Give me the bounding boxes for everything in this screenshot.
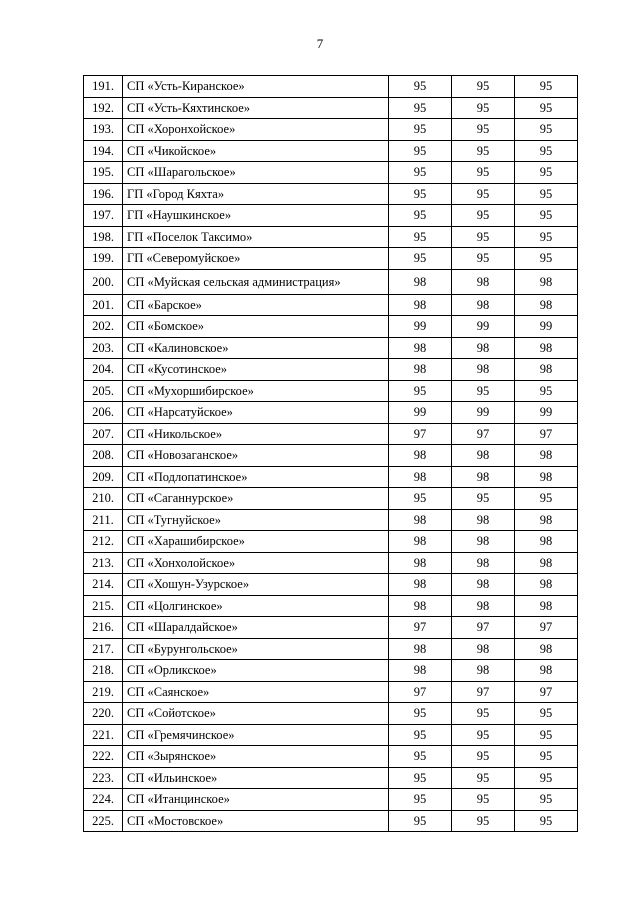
value-cell-3: 95 [515, 76, 578, 98]
value-cell-2: 95 [452, 380, 515, 402]
settlement-name: СП «Саянское» [123, 681, 389, 703]
value-cell-2: 99 [452, 316, 515, 338]
settlement-name: СП «Подлопатинское» [123, 466, 389, 488]
value-cell-1: 98 [389, 595, 452, 617]
row-number: 209. [84, 466, 123, 488]
row-number: 218. [84, 660, 123, 682]
value-cell-1: 95 [389, 205, 452, 227]
value-cell-3: 98 [515, 294, 578, 316]
settlement-name: СП «Муйская сельская администрация» [123, 269, 389, 294]
table-row [84, 488, 578, 510]
row-number: 212. [84, 531, 123, 553]
row-number: 224. [84, 789, 123, 811]
table-row [84, 269, 578, 294]
table-row [84, 337, 578, 359]
settlement-name: СП «Чикойское» [123, 140, 389, 162]
value-cell-3: 98 [515, 509, 578, 531]
value-cell-3: 95 [515, 810, 578, 832]
value-cell-3: 95 [515, 488, 578, 510]
value-cell-2: 98 [452, 445, 515, 467]
row-number: 219. [84, 681, 123, 703]
row-number: 221. [84, 724, 123, 746]
table-row [84, 595, 578, 617]
settlement-name: СП «Никольское» [123, 423, 389, 445]
value-cell-3: 95 [515, 183, 578, 205]
value-cell-2: 98 [452, 638, 515, 660]
settlement-name: СП «Усть-Киранское» [123, 76, 389, 98]
settlement-name: СП «Сойотское» [123, 703, 389, 725]
value-cell-1: 95 [389, 746, 452, 768]
row-number: 214. [84, 574, 123, 596]
settlement-name: СП «Тугнуйское» [123, 509, 389, 531]
value-cell-3: 97 [515, 617, 578, 639]
row-number: 193. [84, 119, 123, 141]
value-cell-2: 95 [452, 248, 515, 270]
value-cell-1: 95 [389, 789, 452, 811]
table-row [84, 316, 578, 338]
table-row [84, 162, 578, 184]
value-cell-3: 99 [515, 402, 578, 424]
value-cell-2: 98 [452, 531, 515, 553]
value-cell-1: 95 [389, 183, 452, 205]
value-cell-3: 95 [515, 162, 578, 184]
settlement-name: СП «Орликское» [123, 660, 389, 682]
value-cell-1: 99 [389, 402, 452, 424]
page-number: 7 [316, 36, 324, 51]
settlement-name: СП «Бомское» [123, 316, 389, 338]
value-cell-2: 98 [452, 359, 515, 381]
settlement-name: ГП «Поселок Таксимо» [123, 226, 389, 248]
row-number: 207. [84, 423, 123, 445]
value-cell-1: 95 [389, 810, 452, 832]
table-row [84, 724, 578, 746]
value-cell-1: 98 [389, 660, 452, 682]
table-body [84, 76, 578, 832]
table-row [84, 531, 578, 553]
table-row [84, 638, 578, 660]
settlement-name: СП «Итанцинское» [123, 789, 389, 811]
table-row [84, 681, 578, 703]
settlement-name: СП «Хоронхойское» [123, 119, 389, 141]
table-row [84, 183, 578, 205]
value-cell-3: 97 [515, 423, 578, 445]
value-cell-2: 95 [452, 703, 515, 725]
settlement-name: СП «Нарсатуйское» [123, 402, 389, 424]
value-cell-3: 98 [515, 638, 578, 660]
table-row [84, 509, 578, 531]
value-cell-2: 98 [452, 509, 515, 531]
row-number: 216. [84, 617, 123, 639]
row-number: 217. [84, 638, 123, 660]
value-cell-3: 98 [515, 445, 578, 467]
value-cell-1: 95 [389, 119, 452, 141]
table-row [84, 119, 578, 141]
table-row [84, 205, 578, 227]
row-number: 203. [84, 337, 123, 359]
row-number: 222. [84, 746, 123, 768]
row-number: 202. [84, 316, 123, 338]
value-cell-2: 95 [452, 205, 515, 227]
value-cell-3: 95 [515, 703, 578, 725]
settlement-name: СП «Шарагольское» [123, 162, 389, 184]
settlement-name: СП «Гремячинское» [123, 724, 389, 746]
row-number: 198. [84, 226, 123, 248]
value-cell-2: 95 [452, 724, 515, 746]
settlement-name: СП «Саганнурское» [123, 488, 389, 510]
value-cell-1: 95 [389, 140, 452, 162]
value-cell-1: 95 [389, 226, 452, 248]
value-cell-3: 98 [515, 595, 578, 617]
value-cell-3: 95 [515, 767, 578, 789]
value-cell-3: 98 [515, 269, 578, 294]
value-cell-2: 97 [452, 423, 515, 445]
row-number: 191. [84, 76, 123, 98]
settlement-name: ГП «Город Кяхта» [123, 183, 389, 205]
value-cell-2: 95 [452, 767, 515, 789]
value-cell-2: 95 [452, 140, 515, 162]
value-cell-3: 98 [515, 359, 578, 381]
row-number: 197. [84, 205, 123, 227]
value-cell-3: 99 [515, 316, 578, 338]
value-cell-3: 98 [515, 531, 578, 553]
value-cell-3: 98 [515, 466, 578, 488]
value-cell-2: 95 [452, 76, 515, 98]
value-cell-1: 98 [389, 509, 452, 531]
row-number: 201. [84, 294, 123, 316]
value-cell-3: 98 [515, 337, 578, 359]
value-cell-3: 95 [515, 119, 578, 141]
value-cell-2: 98 [452, 660, 515, 682]
value-cell-2: 98 [452, 574, 515, 596]
value-cell-1: 99 [389, 316, 452, 338]
value-cell-2: 95 [452, 119, 515, 141]
row-number: 200. [84, 269, 123, 294]
value-cell-1: 97 [389, 681, 452, 703]
table-row [84, 294, 578, 316]
value-cell-3: 95 [515, 205, 578, 227]
value-cell-1: 98 [389, 359, 452, 381]
table-row [84, 703, 578, 725]
settlement-name: СП «Новозаганское» [123, 445, 389, 467]
table-row [84, 574, 578, 596]
value-cell-1: 98 [389, 269, 452, 294]
settlement-name: СП «Бурунгольское» [123, 638, 389, 660]
value-cell-3: 95 [515, 746, 578, 768]
settlement-name: СП «Мостовское» [123, 810, 389, 832]
value-cell-2: 95 [452, 789, 515, 811]
row-number: 195. [84, 162, 123, 184]
value-cell-2: 95 [452, 226, 515, 248]
value-cell-1: 98 [389, 466, 452, 488]
settlement-name: СП «Шаралдайское» [123, 617, 389, 639]
value-cell-2: 99 [452, 402, 515, 424]
value-cell-3: 98 [515, 660, 578, 682]
value-cell-2: 98 [452, 552, 515, 574]
value-cell-2: 95 [452, 810, 515, 832]
table-row [84, 617, 578, 639]
value-cell-2: 95 [452, 183, 515, 205]
row-number: 199. [84, 248, 123, 270]
value-cell-2: 97 [452, 681, 515, 703]
settlement-name: СП «Кусотинское» [123, 359, 389, 381]
row-number: 206. [84, 402, 123, 424]
table-row [84, 660, 578, 682]
settlement-name: ГП «Северомуйское» [123, 248, 389, 270]
data-table [83, 75, 578, 832]
value-cell-3: 95 [515, 724, 578, 746]
value-cell-3: 95 [515, 140, 578, 162]
settlement-name: СП «Калиновское» [123, 337, 389, 359]
value-cell-3: 95 [515, 226, 578, 248]
value-cell-1: 95 [389, 76, 452, 98]
value-cell-1: 98 [389, 638, 452, 660]
table-row [84, 226, 578, 248]
table-row [84, 380, 578, 402]
value-cell-1: 95 [389, 724, 452, 746]
row-number: 204. [84, 359, 123, 381]
table-row [84, 746, 578, 768]
settlement-name: СП «Цолгинское» [123, 595, 389, 617]
settlement-name: СП «Хошун-Узурское» [123, 574, 389, 596]
value-cell-2: 98 [452, 595, 515, 617]
settlement-name: СП «Мухоршибирское» [123, 380, 389, 402]
settlement-name: ГП «Наушкинское» [123, 205, 389, 227]
settlement-name: СП «Харашибирское» [123, 531, 389, 553]
settlement-name: СП «Зырянское» [123, 746, 389, 768]
value-cell-1: 98 [389, 574, 452, 596]
settlement-name: СП «Ильинское» [123, 767, 389, 789]
value-cell-3: 98 [515, 552, 578, 574]
value-cell-1: 95 [389, 380, 452, 402]
value-cell-2: 97 [452, 617, 515, 639]
row-number: 223. [84, 767, 123, 789]
row-number: 194. [84, 140, 123, 162]
value-cell-3: 98 [515, 574, 578, 596]
value-cell-2: 95 [452, 162, 515, 184]
row-number: 196. [84, 183, 123, 205]
table-row [84, 552, 578, 574]
row-number: 205. [84, 380, 123, 402]
row-number: 213. [84, 552, 123, 574]
value-cell-1: 95 [389, 248, 452, 270]
table-row [84, 140, 578, 162]
value-cell-1: 98 [389, 294, 452, 316]
value-cell-2: 95 [452, 488, 515, 510]
value-cell-1: 98 [389, 445, 452, 467]
table-row [84, 402, 578, 424]
value-cell-3: 95 [515, 380, 578, 402]
value-cell-1: 95 [389, 703, 452, 725]
value-cell-3: 95 [515, 789, 578, 811]
table-row [84, 97, 578, 119]
value-cell-1: 95 [389, 162, 452, 184]
value-cell-1: 97 [389, 423, 452, 445]
value-cell-1: 98 [389, 552, 452, 574]
row-number: 215. [84, 595, 123, 617]
value-cell-2: 95 [452, 97, 515, 119]
table-row [84, 248, 578, 270]
table-row [84, 359, 578, 381]
row-number: 220. [84, 703, 123, 725]
table-row [84, 767, 578, 789]
value-cell-1: 98 [389, 531, 452, 553]
value-cell-3: 97 [515, 681, 578, 703]
table-row [84, 810, 578, 832]
value-cell-2: 98 [452, 466, 515, 488]
settlement-name: СП «Барское» [123, 294, 389, 316]
value-cell-3: 95 [515, 248, 578, 270]
value-cell-2: 98 [452, 269, 515, 294]
table-row [84, 76, 578, 98]
table-row [84, 423, 578, 445]
row-number: 208. [84, 445, 123, 467]
table-row [84, 466, 578, 488]
row-number: 192. [84, 97, 123, 119]
value-cell-2: 98 [452, 294, 515, 316]
table-row [84, 789, 578, 811]
row-number: 225. [84, 810, 123, 832]
settlement-name: СП «Хонхолойское» [123, 552, 389, 574]
row-number: 210. [84, 488, 123, 510]
value-cell-1: 95 [389, 767, 452, 789]
value-cell-1: 98 [389, 337, 452, 359]
value-cell-1: 95 [389, 97, 452, 119]
value-cell-3: 95 [515, 97, 578, 119]
row-number: 211. [84, 509, 123, 531]
value-cell-2: 98 [452, 337, 515, 359]
value-cell-1: 95 [389, 488, 452, 510]
table-row [84, 445, 578, 467]
value-cell-2: 95 [452, 746, 515, 768]
settlement-name: СП «Усть-Кяхтинское» [123, 97, 389, 119]
value-cell-1: 97 [389, 617, 452, 639]
